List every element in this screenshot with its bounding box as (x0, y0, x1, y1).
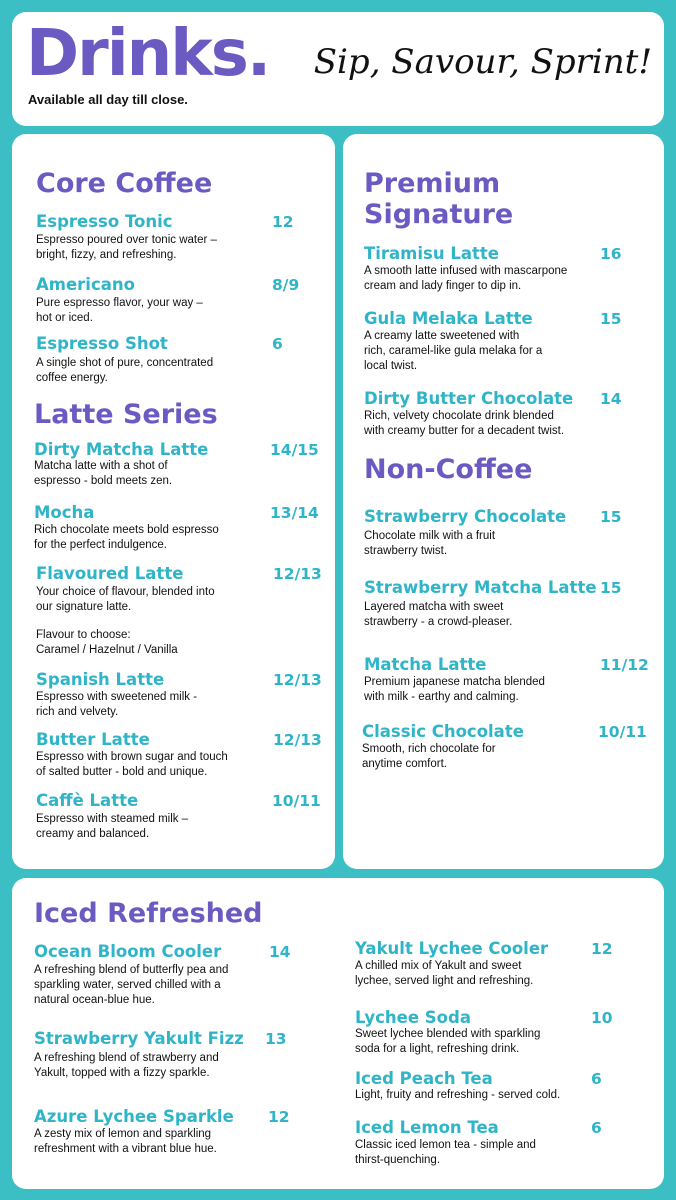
item-description: A single shot of pure, concentrated coffee energy. (36, 357, 214, 384)
item-price: 12/13 (273, 671, 322, 689)
item-price: 12 (272, 213, 294, 231)
item-price: 14/15 (270, 441, 319, 459)
item-name: Gula Melaka Latte (364, 309, 533, 328)
item-price: 11/12 (600, 656, 649, 674)
flavour-options (36, 628, 178, 658)
item-description: Chocolate milk with a fruit strawberry twist. (364, 530, 496, 557)
item-price: 10 (591, 1009, 613, 1027)
item-description: Premium japanese matcha blended with milk - earthy and calming. (364, 676, 545, 703)
item-name: Spanish Latte (36, 670, 165, 689)
item-price: 10/11 (598, 723, 647, 741)
item-price: 16 (600, 245, 622, 263)
item-description: Light, fruity and refreshing - served cold. (355, 1089, 561, 1101)
availability-note: Available all day till close. (28, 92, 188, 107)
item-name: Caffè Latte (36, 791, 139, 810)
item-description: Your choice of flavour, blended into our signature latte. (36, 586, 215, 613)
item-price: 15 (600, 310, 622, 328)
item-name: Mocha (34, 503, 95, 522)
tagline: Sip, Savour, Sprint! (313, 42, 652, 82)
item-price: 12 (591, 940, 613, 958)
item-price: 6 (591, 1070, 602, 1088)
item-name: Espresso Tonic (36, 212, 173, 231)
item-price: 12 (268, 1108, 290, 1126)
section-title-latte-series: Latte Series (34, 399, 218, 430)
item-description: Espresso with sweetened milk - rich and velvety. (36, 691, 198, 718)
item-name: Strawberry Chocolate (364, 507, 567, 526)
item-name: Espresso Shot (36, 334, 168, 353)
item-description: A chilled mix of Yakult and sweet lychee, served light and refreshing. (355, 960, 534, 987)
signature-panel (343, 134, 664, 869)
item-description: A creamy latte sweetened with rich, caramel-like gula melaka for a local twist. (364, 330, 543, 372)
item-description: Pure espresso flavor, your way – hot or iced. (36, 297, 203, 324)
flavour-label: Flavour to choose: (36, 629, 131, 641)
item-name: Tiramisu Latte (364, 244, 499, 263)
item-name: Iced Lemon Tea (355, 1118, 499, 1137)
item-name: Ocean Bloom Cooler (34, 942, 222, 961)
item-name: Strawberry Yakult Fizz (34, 1029, 244, 1048)
item-price: 13/14 (270, 504, 319, 522)
item-description: A zesty mix of lemon and sparkling refreshment with a vibrant blue hue. (34, 1128, 217, 1155)
item-price: 13 (265, 1030, 287, 1048)
item-name: Butter Latte (36, 730, 150, 749)
item-price: 6 (591, 1119, 602, 1137)
item-price: 12/13 (273, 565, 322, 583)
item-price: 14 (269, 943, 291, 961)
item-name: Lychee Soda (355, 1008, 471, 1027)
item-description: A smooth latte infused with mascarpone cream and lady finger to dip in. (364, 265, 568, 292)
item-price: 15 (600, 508, 622, 526)
item-description: Classic iced lemon tea - simple and thirst-quenching. (355, 1139, 536, 1166)
item-price: 8/9 (272, 276, 300, 294)
item-price: 14 (600, 390, 622, 408)
section-title-core-coffee: Core Coffee (36, 168, 213, 199)
item-description: Espresso with steamed milk – creamy and balanced. (36, 813, 189, 840)
item-name: Matcha Latte (364, 655, 487, 674)
iced-panel (12, 878, 664, 1189)
item-description: Smooth, rich chocolate for anytime comfort. (362, 743, 496, 770)
section-title-iced-refreshed: Iced Refreshed (34, 898, 263, 929)
item-description: Layered matcha with sweet strawberry - a crowd-pleaser. (364, 601, 513, 628)
item-description: Sweet lychee blended with sparkling soda for a light, refreshing drink. (355, 1028, 541, 1055)
item-description: Espresso poured over tonic water – bright, fizzy, and refreshing. (36, 234, 217, 261)
coffee-panel (12, 134, 335, 869)
header-panel (12, 12, 664, 126)
item-description: A refreshing blend of butterfly pea and sparkling water, served chilled with a natural ocean-blue hue. (34, 964, 229, 1006)
item-description: Matcha latte with a shot of espresso - bold meets zen. (34, 460, 173, 487)
item-name: Flavoured Latte (36, 564, 184, 583)
item-name: Azure Lychee Sparkle (34, 1107, 234, 1126)
item-price: 15 (600, 579, 622, 597)
flavour-list: Caramel / Hazelnut / Vanilla (36, 644, 178, 656)
item-description: Rich, velvety chocolate drink blended with creamy butter for a decadent twist. (364, 410, 565, 437)
item-name: Yakult Lychee Cooler (355, 939, 549, 958)
item-description: Rich chocolate meets bold espresso for the perfect indulgence. (34, 524, 219, 551)
section-title-premium-signature: Premium Signature (364, 168, 514, 230)
item-name: Dirty Matcha Latte (34, 440, 209, 459)
item-name: Americano (36, 275, 135, 294)
item-description: Espresso with brown sugar and touch of salted butter - bold and unique. (36, 751, 228, 778)
item-price: 10/11 (272, 792, 321, 810)
section-title-non-coffee: Non-Coffee (364, 454, 533, 485)
item-name: Classic Chocolate (362, 722, 524, 741)
item-price: 6 (272, 335, 283, 353)
menu-title: Drinks. (26, 17, 270, 91)
item-price: 12/13 (273, 731, 322, 749)
item-name: Iced Peach Tea (355, 1069, 493, 1088)
item-description: A refreshing blend of strawberry and Yakult, topped with a fizzy sparkle. (34, 1052, 219, 1079)
item-name: Dirty Butter Chocolate (364, 389, 574, 408)
item-name: Strawberry Matcha Latte (364, 578, 597, 597)
